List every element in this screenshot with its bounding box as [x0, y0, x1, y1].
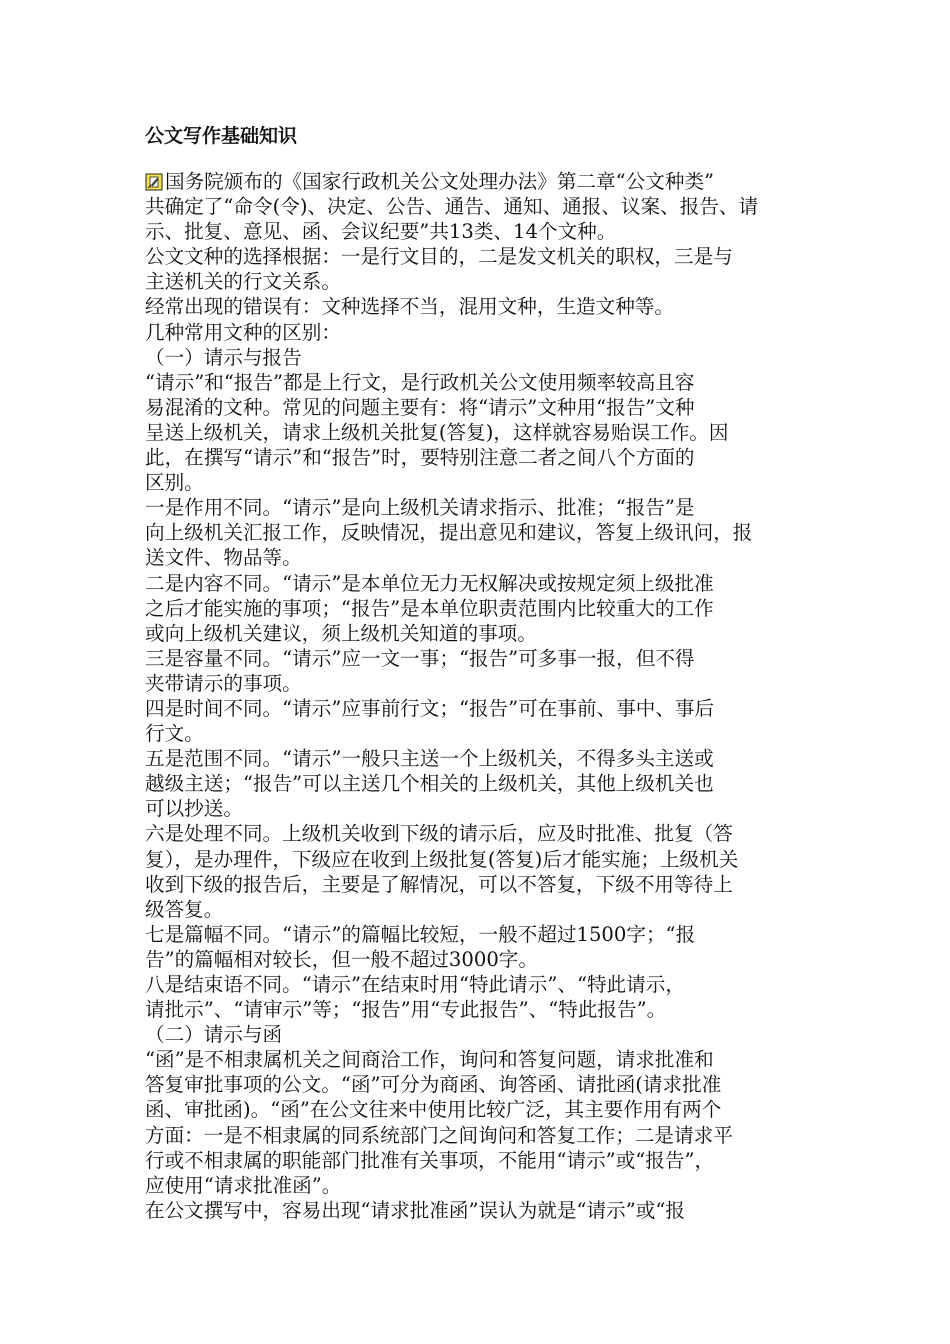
- paragraph-line: 二是内容不同。“请示”是本单位无力无权解决或按规定须上级批准: [145, 571, 714, 595]
- paragraph-line: 应使用“请求批准函”。: [145, 1173, 342, 1197]
- paragraph-line: 一是作用不同。“请示”是向上级机关请求指示、批准；“报告”是: [145, 496, 695, 520]
- document-body: [145, 169, 810, 1223]
- paragraph-line: 五是范围不同。“请示”一般只主送一个上级机关，不得多头主送或: [145, 747, 714, 771]
- paragraph-line: 收到下级的报告后，主要是了解情况，可以不答复，下级不用等待上: [145, 872, 733, 896]
- paragraph-line: 函、审批函)。“函”在公文往来中使用比较广泛，其主要作用有两个: [145, 1098, 722, 1122]
- paragraph-line: 之后才能实施的事项；“报告”是本单位职责范围内比较重大的工作: [145, 596, 714, 620]
- paragraph-line: 三是容量不同。“请示”应一文一事；“报告”可多事一报，但不得: [145, 646, 695, 670]
- paragraph-line: “请示”和“报告”都是上行文，是行政机关公文使用频率较高且容: [145, 370, 695, 394]
- paragraph-line: 向上级机关汇报工作，反映情况，提出意见和建议，答复上级讯问，报: [145, 521, 753, 545]
- paragraph-line: 国务院颁布的《国家行政机关公文处理办法》第二章“公文种类”: [145, 169, 810, 194]
- paragraph-line: 经常出现的错误有：文种选择不当，混用文种，生造文种等。: [145, 295, 675, 319]
- paragraph-line: 七是篇幅不同。“请示”的篇幅比较短，一般不超过1500字；“报: [145, 922, 696, 946]
- paragraph-line: 易混淆的文种。常见的问题主要有：将“请示”文种用“报告”文种: [145, 395, 695, 419]
- paragraph-line: 公文文种的选择根据：一是行文目的，二是发文机关的职权，三是与: [145, 245, 733, 269]
- paragraph-line: 在公文撰写中，容易出现“请求批准函”误认为就是“请示”或“报: [145, 1198, 685, 1222]
- paragraph-line: 此，在撰写“请示”和“报告”时，要特别注意二者之间八个方面的: [145, 446, 695, 470]
- paragraph-line: 共确定了“命令(令)、决定、公告、通告、通知、通报、议案、报告、请: [145, 195, 759, 219]
- paragraph-line: 送文件、物品等。: [145, 546, 302, 570]
- paragraph-line: 六是处理不同。上级机关收到下级的请示后，应及时批准、批复（答: [145, 822, 733, 846]
- paragraph-line: 越级主送；“报告”可以主送几个相关的上级机关，其他上级机关也: [145, 772, 714, 796]
- paragraph-line: “函”是不相隶属机关之间商洽工作，询问和答复问题，请求批准和: [145, 1048, 714, 1072]
- paragraph-line: 示、批复、意见、函、会议纪要”共13类、14个文种。: [145, 220, 617, 244]
- paragraph-line: 答复审批事项的公文。“函”可分为商函、询答函、请批函(请求批准: [145, 1073, 722, 1097]
- paragraph-line: 呈送上级机关，请求上级机关批复(答复)，这样就容易贻误工作。因: [145, 420, 729, 444]
- paragraph-line: 行或不相隶属的职能部门批准有关事项，不能用“请示”或“报告”，: [145, 1148, 715, 1172]
- paragraph-line: 方面：一是不相隶属的同系统部门之间询问和答复工作；二是请求平: [145, 1123, 733, 1147]
- section-heading: （二）请示与函: [145, 1023, 283, 1047]
- paragraph-line: 八是结束语不同。“请示”在结束时用“特此请示”、“特此请示，: [145, 973, 685, 996]
- paragraph-line: 告”的篇幅相对较长，但一般不超过3000字。: [145, 947, 538, 971]
- paragraph-line: 几种常用文种的区别：: [145, 320, 341, 344]
- paragraph-line: 四是时间不同。“请示”应事前行文；“报告”可在事前、事中、事后: [145, 696, 715, 720]
- paragraph-line: 行文。: [145, 722, 204, 746]
- paragraph-line: 主送机关的行文关系。: [145, 270, 341, 294]
- paragraph-line: 复），是办理件，下级应在收到上级批复(答复)后才能实施；上级机关: [145, 847, 739, 871]
- edit-doc-icon: [145, 172, 163, 190]
- paragraph-line: 区别。: [145, 471, 204, 495]
- paragraph-line: 请批示”、“请审示”等；“报告”用“专此报告”、“特此报告”。: [145, 998, 667, 1022]
- page-title: 公文写作基础知识: [145, 125, 298, 147]
- paragraph-line: 夹带请示的事项。: [145, 671, 302, 695]
- section-heading: （一）请示与报告: [145, 345, 302, 369]
- paragraph-line: 级答复。: [145, 897, 224, 921]
- paragraph-line: 可以抄送。: [145, 797, 243, 821]
- paragraph-line: 或向上级机关建议，须上级机关知道的事项。: [145, 621, 537, 645]
